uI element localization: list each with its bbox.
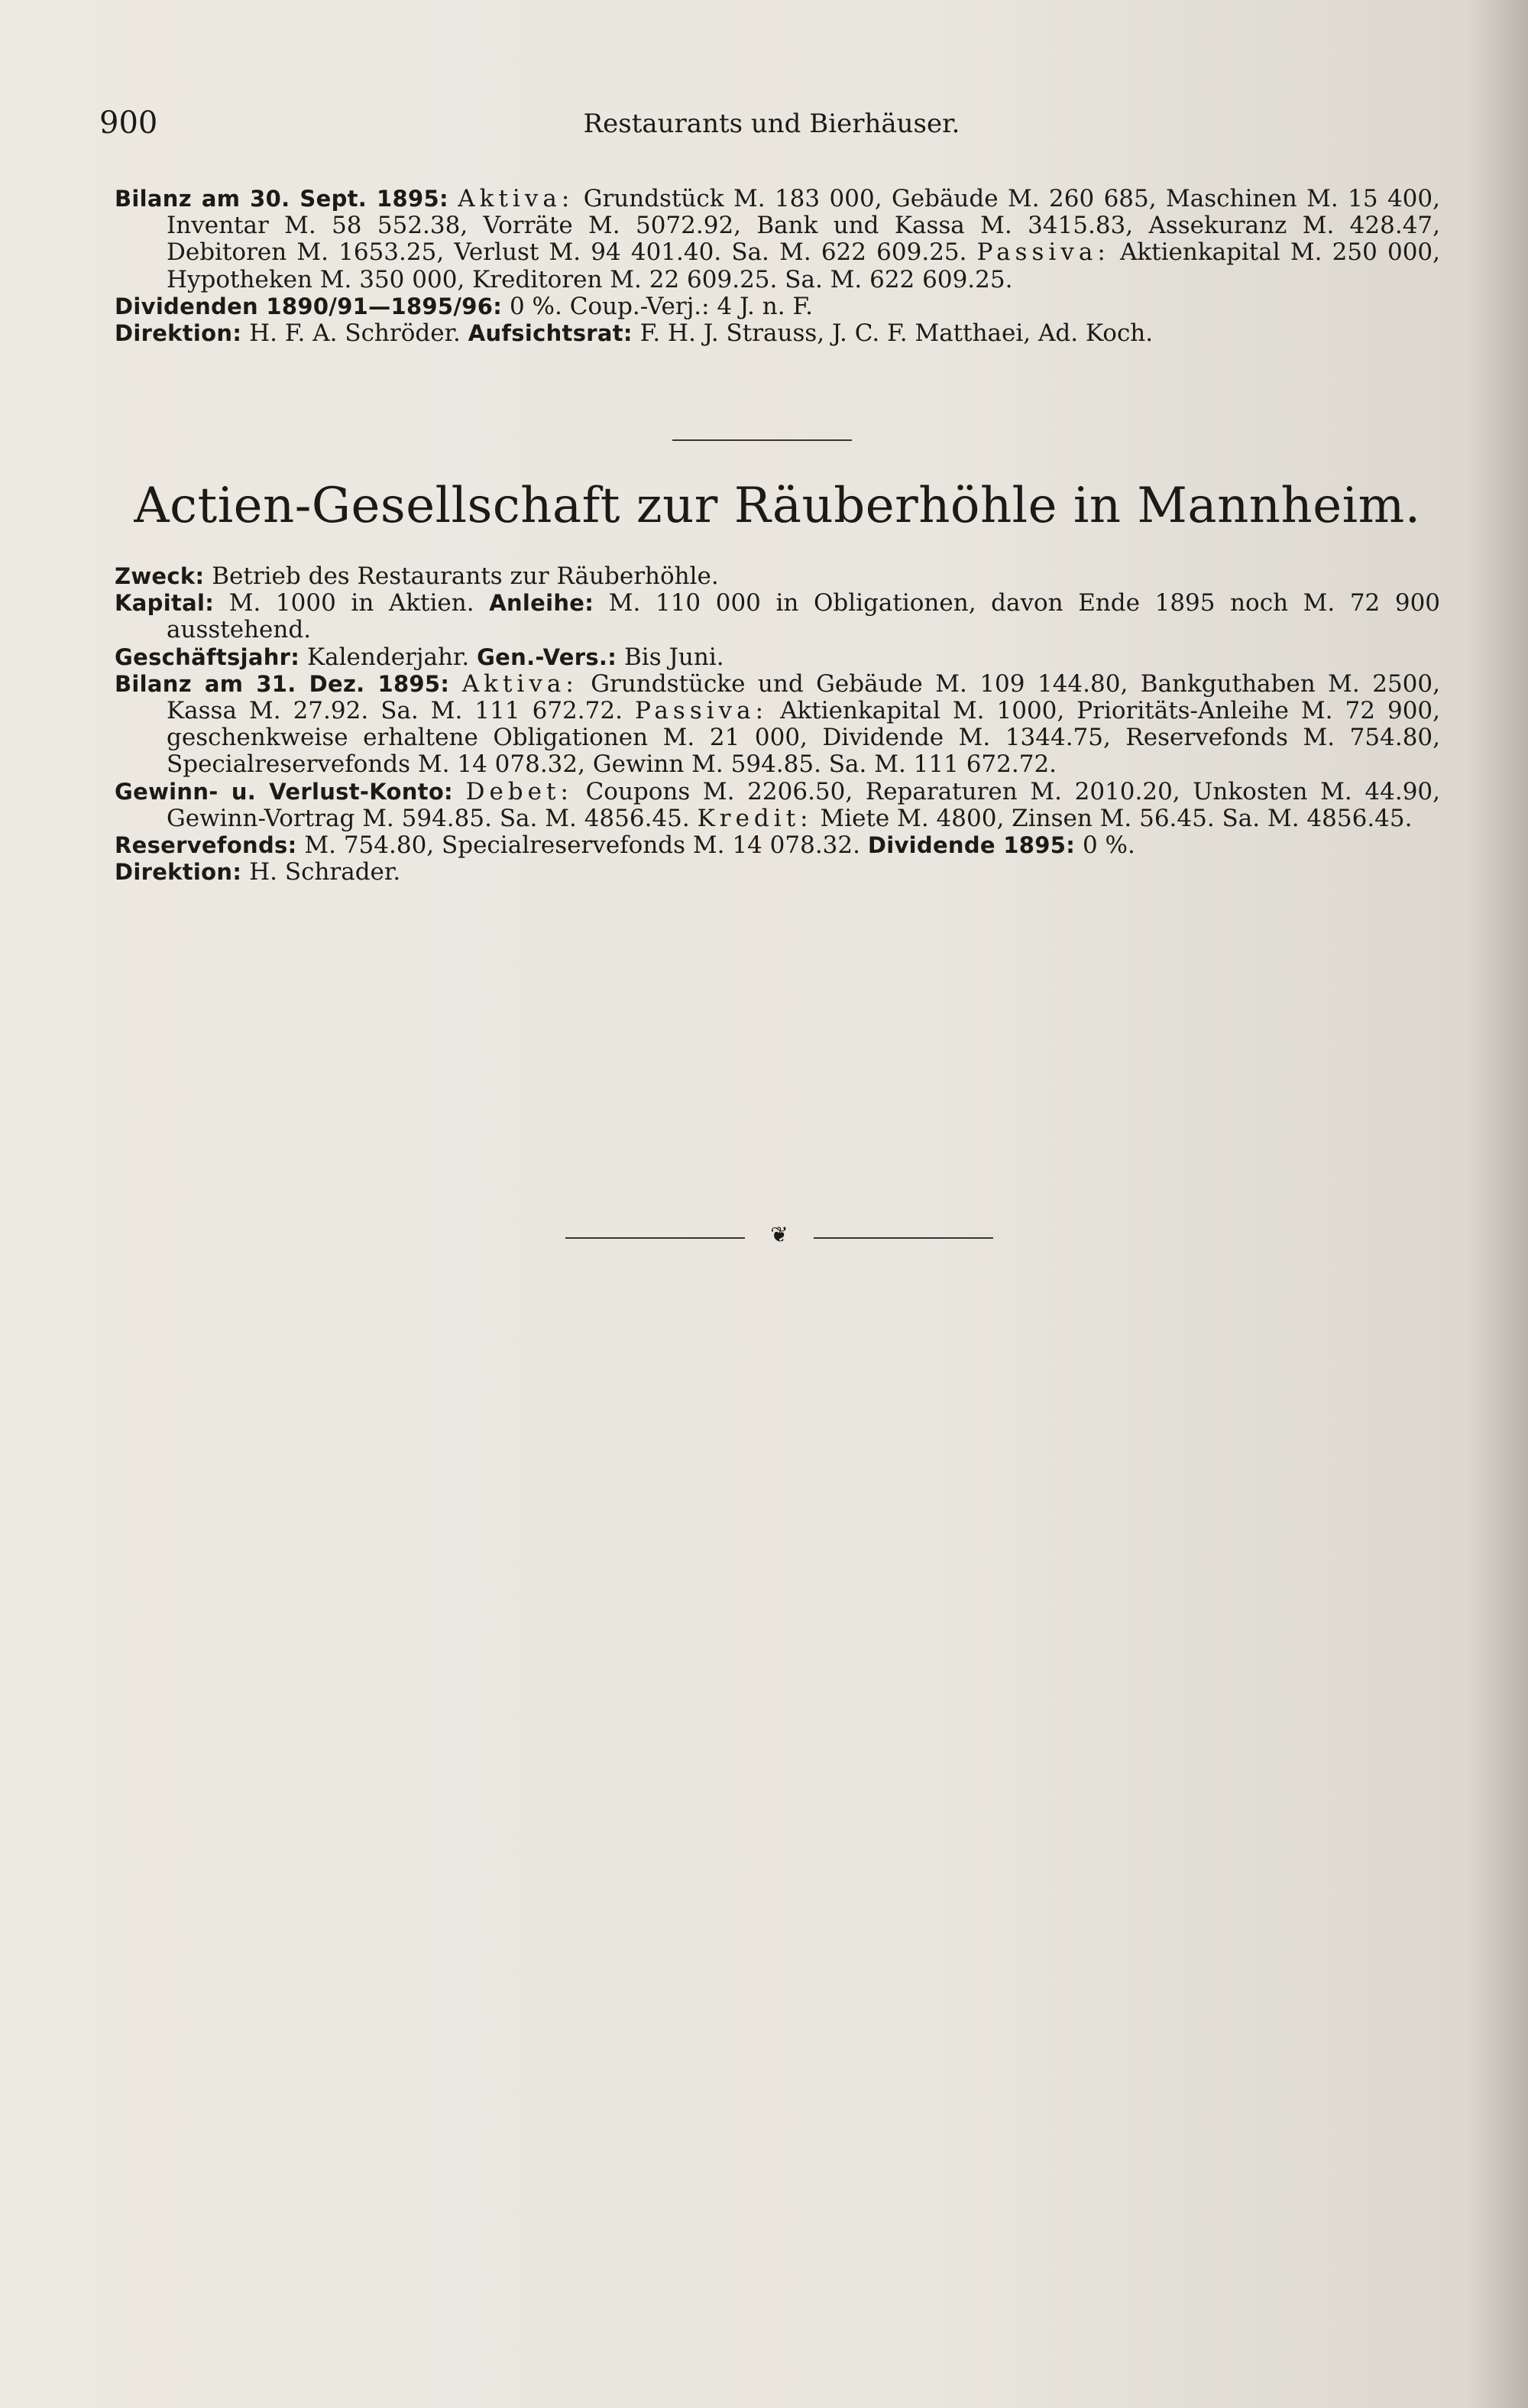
prev-aktiva-text: Grundstück M. 183 000, Gebäude M. 260 685, Maschinen M. 15 400, Inventar M. 58 552.38, Vorräte M. 5072.92, Bank und Kassa M. 3415.83, Assekuranz M. 428.47, Debitoren M. 1653.25, Verlust M. 94 401.40. Sa. M. 622 609.25. bbox=[167, 185, 1440, 267]
prev-dividenden-text: 0 %. Coup.-Verj.: 4 J. n. F. bbox=[509, 292, 813, 320]
prev-dividenden-paragraph bbox=[115, 293, 1440, 320]
page-number: 900 bbox=[99, 105, 158, 141]
prev-passiva-label: Passiva: bbox=[976, 238, 1110, 267]
debet-label: Debet: bbox=[465, 777, 573, 805]
dividende-label: Dividende 1895: bbox=[867, 832, 1076, 859]
kapital-paragraph bbox=[115, 590, 1440, 643]
prev-aufsichtsrat-text: F. H. J. Strauss, J. C. F. Matthaei, Ad. Koch. bbox=[639, 319, 1154, 348]
gewinn-verlust-label: Gewinn- u. Verlust-Konto: bbox=[115, 778, 453, 805]
passiva-label: Passiva: bbox=[634, 697, 769, 725]
reservefonds-text: M. 754.80, Specialreservefonds M. 14 078.32. bbox=[304, 831, 860, 860]
anleihe-text: M. 110 000 in Obligationen, davon Ende 1895 noch M. 72 900 ausstehend. bbox=[167, 589, 1441, 644]
geschaeftsjahr-paragraph bbox=[115, 644, 1440, 671]
gewinn-verlust-paragraph bbox=[115, 779, 1440, 832]
passiva-text: Aktienkapital M. 1000, Prioritäts-Anleihe M. 72 900, geschenkweise erhaltene Obligationen M. 21 000, Dividende M. 1344.75, Reservefonds M. 754.80, Specialreservefonds M. 14 078.32, Gewinn M. 594.85. Sa. M. 111 672.72. bbox=[167, 697, 1441, 779]
prev-aktiva-label: Aktiva: bbox=[458, 185, 575, 212]
company-entry-block bbox=[115, 563, 1440, 886]
zweck-label: Zweck: bbox=[115, 563, 205, 589]
anleihe-label: Anleihe: bbox=[489, 590, 594, 617]
kredit-label: Kredit: bbox=[697, 804, 813, 832]
previous-entry-block bbox=[115, 186, 1440, 347]
prev-direktion-text: H. F. A. Schröder. bbox=[249, 319, 461, 348]
section-divider-rule bbox=[672, 439, 852, 441]
ornament-line-left bbox=[565, 1237, 745, 1239]
prev-aufsichtsrat-label: Aufsichtsrat: bbox=[468, 320, 633, 347]
aktiva-label: Aktiva: bbox=[461, 669, 578, 698]
reservefonds-label: Reservefonds: bbox=[115, 832, 297, 859]
geschaeftsjahr-text: Kalenderjahr. bbox=[307, 643, 470, 671]
geschaeftsjahr-label: Geschäftsjahr: bbox=[115, 643, 300, 670]
prev-direktion-paragraph bbox=[115, 320, 1440, 347]
end-ornament bbox=[565, 1222, 993, 1249]
prev-direktion-label: Direktion: bbox=[115, 320, 242, 347]
genvers-text: Bis Juni. bbox=[624, 643, 724, 671]
bilanz-paragraph bbox=[115, 671, 1440, 779]
prev-passiva-text: Aktienkapital M. 250 000, Hypotheken M. 350 000, Kreditoren M. 22 609.25. Sa. M. 622 609.25. bbox=[167, 238, 1440, 293]
reservefonds-paragraph bbox=[115, 832, 1440, 859]
direktion-paragraph bbox=[115, 859, 1440, 886]
direktion-text: H. Schrader. bbox=[249, 858, 401, 886]
bilanz-label: Bilanz am 31. Dez. 1895: bbox=[115, 670, 450, 697]
zweck-text: Betrieb des Restaurants zur Räuberhöhle. bbox=[212, 562, 719, 590]
company-title: Actien-Gesellschaft zur Räuberhöhle in Mannheim. bbox=[134, 478, 1421, 534]
prev-bilanz-paragraph bbox=[115, 186, 1440, 293]
kredit-text: Miete M. 4800, Zinsen M. 56.45. Sa. M. 4856.45. bbox=[820, 804, 1413, 832]
prev-dividenden-label: Dividenden 1890/91—1895/96: bbox=[115, 293, 503, 319]
kapital-text: M. 1000 in Aktien. bbox=[228, 589, 474, 617]
prev-bilanz-label: Bilanz am 30. Sept. 1895: bbox=[115, 186, 448, 212]
zweck-paragraph bbox=[115, 563, 1440, 590]
dividende-text: 0 %. bbox=[1082, 831, 1135, 860]
debet-text: Coupons M. 2206.50, Reparaturen M. 2010.20, Unkosten M. 44.90, Gewinn-Vortrag M. 594.85. Sa. M. 4856.45. bbox=[167, 777, 1441, 832]
running-title: Restaurants und Bierhäuser. bbox=[583, 109, 960, 139]
ornament-line-right bbox=[814, 1237, 993, 1239]
fleuron-icon: ❦ bbox=[770, 1222, 788, 1247]
page-header bbox=[99, 105, 1444, 151]
genvers-label: Gen.-Vers.: bbox=[477, 643, 617, 670]
direktion-label: Direktion: bbox=[115, 859, 242, 886]
kapital-label: Kapital: bbox=[115, 590, 215, 617]
aktiva-text: Grundstücke und Gebäude M. 109 144.80, Bankguthaben M. 2500, Kassa M. 27.92. Sa. M. 111 672.72. bbox=[167, 669, 1440, 725]
